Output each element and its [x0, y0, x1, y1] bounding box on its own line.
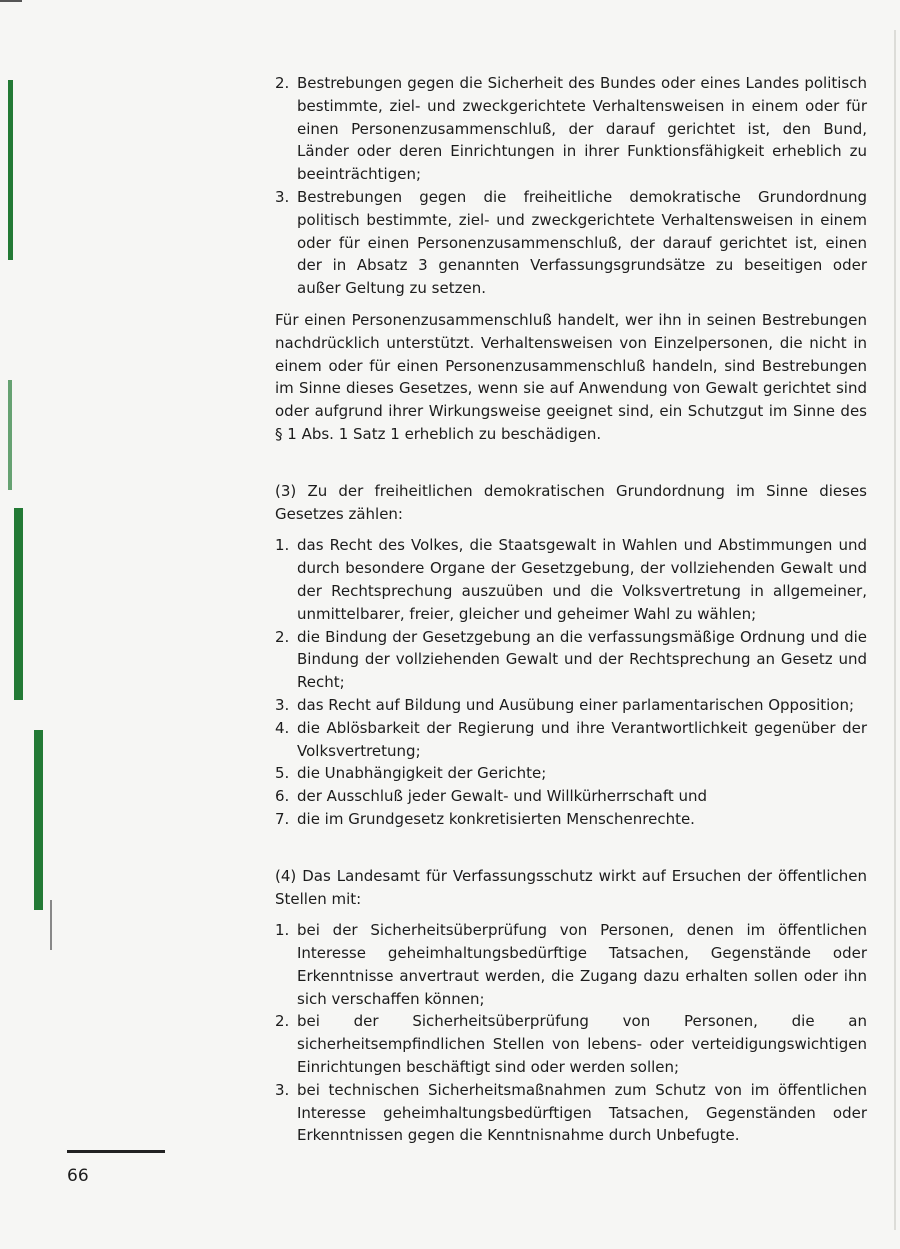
item-number: 6. — [275, 787, 290, 806]
item-number: 3. — [275, 695, 290, 714]
list-item — [275, 808, 867, 831]
item-text: das Recht auf Bildung und Ausübung einer parlamentarischen Opposition; — [297, 695, 855, 714]
margin-bar — [14, 508, 23, 700]
item-text: bei der Sicherheitsüberprüfung von Personen, denen im öffentlichen Interesse geheimhaltungsbedürftige Tatsachen, Gegenstände oder Erkenntnisse anvertraut werden, die Zugang dazu erhalten sollen oder ihn sich verschaffen können; — [297, 921, 867, 1008]
item-text: das Recht des Volkes, die Staatsgewalt in Wahlen und Abstimmungen und durch besondere Organe der Gesetzgebung, der vollziehenden Gewalt und der Rechtsprechung auszuüben und die Volksvertretung in allgemeiner, unmittelbarer, freier, gleicher und geheimer Wahl zu wählen; — [297, 536, 867, 623]
item-text: die Ablösbarkeit der Regierung und ihre Verantwortlichkeit gegenüber der Volksvertretung; — [297, 718, 867, 760]
footer-rule — [67, 1150, 165, 1153]
page-number: 66 — [67, 1166, 89, 1186]
list-item — [275, 626, 867, 694]
item-number: 2. — [275, 627, 290, 646]
item-number: 5. — [275, 764, 290, 783]
item-number: 1. — [275, 921, 290, 940]
list-item — [275, 534, 867, 625]
list-item — [275, 785, 867, 808]
list-item — [275, 186, 867, 300]
margin-bar — [50, 900, 52, 950]
item-number: 1. — [275, 536, 290, 555]
list-item — [275, 717, 867, 763]
margin-bar — [8, 80, 13, 260]
list-item — [275, 762, 867, 785]
item-number: 2. — [275, 74, 290, 92]
item-number: 4. — [275, 718, 290, 737]
item-text: die Unabhängigkeit der Gerichte; — [297, 764, 547, 783]
list-item — [275, 694, 867, 717]
item-text: Bestrebungen gegen die freiheitliche demokratische Grundordnung politisch bestimmte, ziel- und zweckgerichtete Verhaltensweisen in einem oder für einen Personenzusammenschluß, der darauf gerichtet ist, einen der in Absatz 3 genannten Verfassungsgrundsätze zu beseitigen oder außer Geltung zu setzen. — [297, 187, 867, 298]
item-text: der Ausschluß jeder Gewalt- und Willkürherrschaft und — [297, 787, 708, 806]
list-item — [275, 919, 867, 1010]
list-item — [275, 72, 867, 186]
item-text: die Bindung der Gesetzgebung an die verfassungsmäßige Ordnung und die Bindung der vollziehenden Gewalt und der Rechtsprechung an Gesetz und Recht; — [297, 627, 867, 692]
item-text: Bestrebungen gegen die Sicherheit des Bundes oder eines Landes politisch bestimmte, ziel- und zweckgerichtete Verhaltensweisen in einem oder für einen Personenzusammenschluß, der darauf gerichtet ist, den Bund, Länder oder deren Einrichtungen in ihrer Funktionsfähigkeit erheblich zu beeinträchtigen; — [297, 74, 867, 184]
section-intro: (4) Das Landesamt für Verfassungsschutz wirkt auf Ersuchen der öffentlichen Stellen mit: — [275, 866, 867, 908]
item-number: 3. — [275, 187, 290, 206]
section-intro: (3) Zu der freiheitlichen demokratischen Grundordnung im Sinne dieses Gesetzes zählen: — [275, 481, 867, 523]
item-text: bei der Sicherheitsüberprüfung von Personen, die an sicherheitsempfindlichen Stellen von lebens- oder verteidigungswichtigen Einrichtungen beschäftigt sind oder werden sollen; — [297, 1012, 867, 1077]
margin-bar — [34, 730, 43, 910]
item-number: 3. — [275, 1080, 290, 1099]
list-item — [275, 1079, 867, 1147]
corner-mark — [0, 0, 22, 12]
page-edge — [894, 30, 896, 1230]
list-item — [275, 1010, 867, 1078]
paragraph: Für einen Personenzusammenschluß handelt, wer ihn in seinen Bestrebungen nachdrücklich unterstützt. Verhaltensweisen von Einzelpersonen, die nicht in einem oder für einen Personenzusammenschluß handeln, sind Bestrebungen im Sinne dieses Gesetzes, wenn sie auf Anwendung von Gewalt gerichtet sind oder aufgrund ihrer Wirkungsweise geeignet sind, ein Schutzgut im Sinne des § 1 Abs. 1 Satz 1 erheblich zu beschädigen. — [275, 310, 867, 443]
item-number: 7. — [275, 809, 290, 828]
margin-bar — [8, 380, 12, 490]
item-number: 2. — [275, 1012, 290, 1031]
item-text: die im Grundgesetz konkretisierten Menschenrechte. — [297, 809, 695, 828]
body-text — [275, 72, 867, 1147]
item-text: bei technischen Sicherheitsmaßnahmen zum Schutz von im öffentlichen Interesse geheimhaltungsbedürftigen Tatsachen, Gegenständen oder Erkenntnissen gegen die Kenntnisnahme durch Unbefugte. — [297, 1080, 867, 1145]
